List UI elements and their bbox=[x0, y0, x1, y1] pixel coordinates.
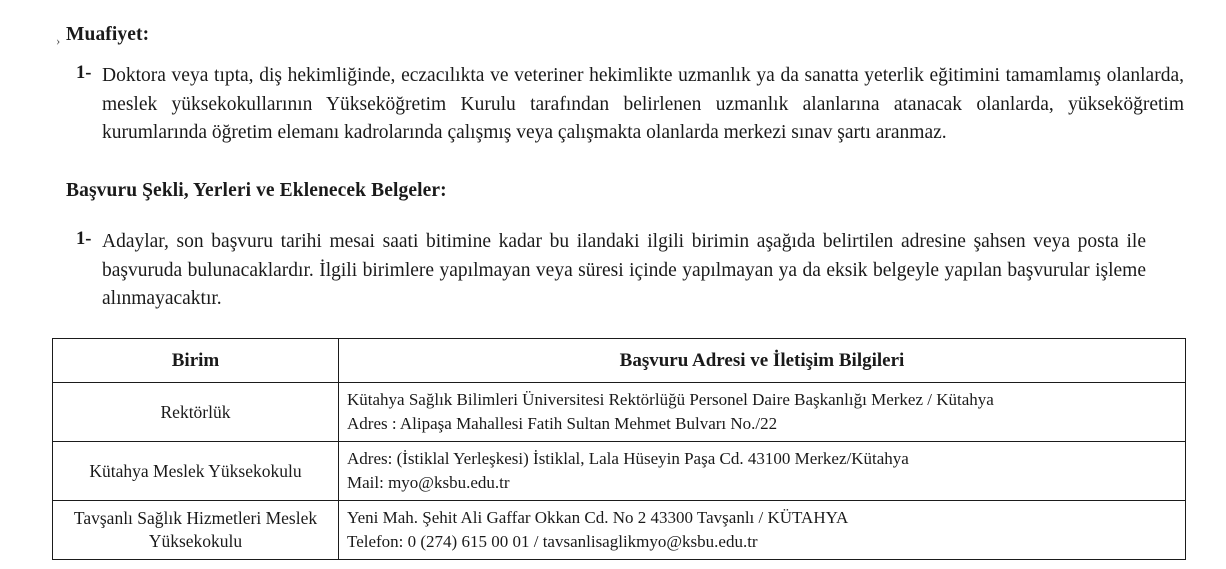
table-cell-address bbox=[339, 442, 1186, 501]
address-line: Telefon: 0 (274) 615 00 01 / tavsanlisaglikmyo@ksbu.edu.tr bbox=[347, 532, 758, 551]
table-header-unit: Birim bbox=[53, 339, 339, 383]
address-line: Yeni Mah. Şehit Ali Gaffar Okkan Cd. No 2 43300 Tavşanlı / KÜTAHYA bbox=[347, 508, 849, 527]
list-item-number: 1- bbox=[76, 229, 92, 249]
table-row bbox=[53, 383, 1186, 442]
address-line: Adres : Alipaşa Mahallesi Fatih Sultan Mehmet Bulvarı No./22 bbox=[347, 414, 778, 433]
list-item-text: Doktora veya tıpta, diş hekimliğinde, eczacılıkta ve veteriner hekimlikte uzmanlık ya da sanatta yeterlik eğitimini tamamlamış olanlarda, meslek yüksekokullarının Yükseköğretim Kurulu tarafından belirlenen uzmanlık alanlarına atanacak olanlarda, yükseköğretim kurumlarında öğretim elemanı kadrolarında çalışmış veya çalışmakta olanlarda merkezi sınav şartı aranmaz. bbox=[102, 65, 1184, 143]
table-header-row bbox=[53, 339, 1186, 383]
list-item-number: 1- bbox=[76, 63, 92, 83]
margin-mark: › bbox=[56, 33, 61, 48]
section-heading-basvuru: Başvuru Şekli, Yerleri ve Eklenecek Belgeler: bbox=[66, 180, 447, 201]
table-cell-unit: Tavşanlı Sağlık Hizmetleri Meslek Yüksekokulu bbox=[53, 501, 339, 560]
list-item bbox=[76, 62, 1184, 148]
table-row bbox=[53, 501, 1186, 560]
application-address-table bbox=[52, 338, 1186, 560]
address-line: Adres: (İstiklal Yerleşkesi) İstiklal, Lala Hüseyin Paşa Cd. 43100 Merkez/Kütahya bbox=[347, 449, 909, 468]
list-item bbox=[76, 228, 1146, 314]
table-cell-address bbox=[339, 501, 1186, 560]
address-line: Mail: myo@ksbu.edu.tr bbox=[347, 473, 510, 492]
table-cell-unit: Rektörlük bbox=[53, 383, 339, 442]
table-cell-unit: Kütahya Meslek Yüksekokulu bbox=[53, 442, 339, 501]
table-header-address: Başvuru Adresi ve İletişim Bilgileri bbox=[339, 339, 1186, 383]
address-line: Kütahya Sağlık Bilimleri Üniversitesi Rektörlüğü Personel Daire Başkanlığı Merkez / Kütahya bbox=[347, 390, 994, 409]
table-cell-address bbox=[339, 383, 1186, 442]
list-item-text: Adaylar, son başvuru tarihi mesai saati bitimine kadar bu ilandaki ilgili birimin aşağıda belirtilen adresine şahsen veya posta ile başvuruda bulunacaklardır. İlgili birimlere yapılmayan veya süresi içinde yapılmayan ya da eksik belgeyle yapılan başvurular işleme alınmayacaktır. bbox=[102, 231, 1146, 309]
table-row bbox=[53, 442, 1186, 501]
section-heading-muafiyet: Muafiyet: bbox=[66, 24, 150, 45]
